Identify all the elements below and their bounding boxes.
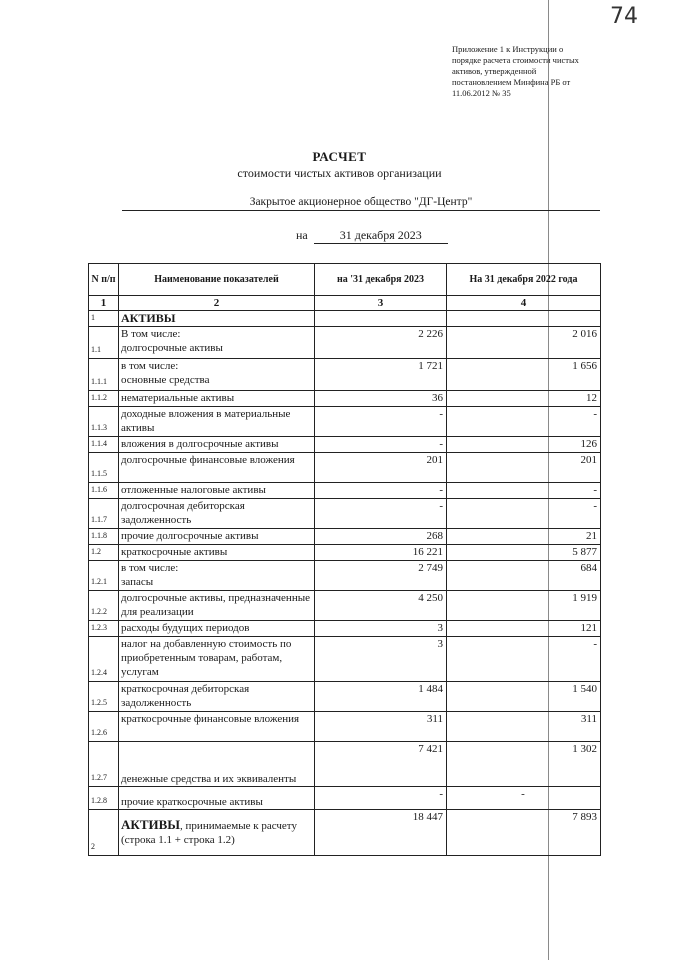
- row-label-text: нематериальные активы: [121, 392, 235, 404]
- value-2023: 201: [315, 453, 447, 483]
- row-label-text: денежные средства и их эквиваленты: [121, 773, 297, 785]
- organization-name: Закрытое акционерное общество "ДГ-Центр": [122, 196, 600, 211]
- row-label: [119, 787, 315, 810]
- row-number: 1.2.8: [89, 787, 119, 810]
- row-label-text: долгосрочная дебиторская задолженность: [121, 500, 245, 526]
- row-label-text: АКТИВЫ: [121, 817, 181, 832]
- row-number: 1: [89, 311, 119, 327]
- row-label: [119, 391, 315, 407]
- table-row: [89, 742, 601, 787]
- row-label-prefix: в том числе:: [121, 562, 179, 574]
- row-number: 1.1.6: [89, 483, 119, 499]
- table-row: [89, 712, 601, 742]
- net-assets-table: [88, 263, 601, 856]
- row-number: 1.1.7: [89, 499, 119, 529]
- value-2022: 201: [447, 453, 601, 483]
- row-number: 1.1.8: [89, 529, 119, 545]
- row-label-suffix: , принимаемые к расчету (строка 1.1 + строка 1.2): [121, 820, 297, 846]
- row-label: [119, 712, 315, 742]
- row-label-text: отложенные налоговые активы: [121, 484, 266, 496]
- column-index-row: [89, 296, 601, 311]
- row-label-text: доходные вложения в материальные активы: [121, 408, 291, 434]
- table-row: [89, 591, 601, 621]
- value-2022: 1 656: [447, 359, 601, 391]
- table-row: [89, 453, 601, 483]
- value-2022: 5 877: [447, 545, 601, 561]
- value-2022: 2 016: [447, 327, 601, 359]
- value-2023: 268: [315, 529, 447, 545]
- table-row: [89, 561, 601, 591]
- header-name: Наименование показателей: [119, 264, 315, 296]
- column-index: 1: [89, 296, 119, 311]
- header-row: [89, 264, 601, 296]
- value-2023: 311: [315, 712, 447, 742]
- value-2023: 3: [315, 621, 447, 637]
- row-label: [119, 742, 315, 787]
- value-2023: -: [315, 787, 447, 810]
- row-label-text: основные средства: [121, 374, 210, 386]
- value-2022: -: [447, 483, 601, 499]
- row-number: 1.2.7: [89, 742, 119, 787]
- value-2022: 1 919: [447, 591, 601, 621]
- table-row: [89, 499, 601, 529]
- value-2022: 311: [447, 712, 601, 742]
- value-2022: -: [447, 787, 601, 810]
- row-label-text: краткосрочные активы: [121, 546, 228, 558]
- table-row: [89, 359, 601, 391]
- table-row: [89, 327, 601, 359]
- table-row: [89, 407, 601, 437]
- row-label-text: вложения в долгосрочные активы: [121, 438, 279, 450]
- value-2023: 1 484: [315, 682, 447, 712]
- value-2022: -: [447, 499, 601, 529]
- value-2022: 126: [447, 437, 601, 453]
- row-number: 1.1: [89, 327, 119, 359]
- row-label: [119, 561, 315, 591]
- document-title: РАСЧЕТ: [312, 149, 367, 164]
- row-label-text: краткосрочные финансовые вложения: [121, 713, 300, 725]
- row-label-text: АКТИВЫ: [121, 311, 176, 325]
- row-number: 1.1.1: [89, 359, 119, 391]
- row-label: [119, 483, 315, 499]
- value-2023: -: [315, 483, 447, 499]
- row-label: [119, 407, 315, 437]
- value-2022: -: [447, 637, 601, 682]
- value-2023: 2 226: [315, 327, 447, 359]
- table-row: [89, 391, 601, 407]
- value-2022: 121: [447, 621, 601, 637]
- row-label-prefix: в том числе:: [121, 360, 179, 372]
- value-2023: 1 721: [315, 359, 447, 391]
- row-label-prefix: В том числе:: [121, 328, 181, 340]
- appendix-note: Приложение 1 к Инструкции о порядке расчета стоимости чистых активов, утвержденной постановлением Минфина РБ от 11.06.2012 № 35: [452, 44, 579, 98]
- row-label-text: запасы: [121, 576, 154, 588]
- table-row: [89, 437, 601, 453]
- value-2022: [447, 311, 601, 327]
- row-label-text: долгосрочные активы, предназначенные для реализации: [121, 592, 310, 618]
- row-label-text: налог на добавленную стоимость по приобретенным товарам, работам, услугам: [121, 638, 292, 678]
- value-2023: 2 749: [315, 561, 447, 591]
- column-index: 3: [315, 296, 447, 311]
- row-label: [119, 545, 315, 561]
- value-2022: 1 302: [447, 742, 601, 787]
- value-2022: 684: [447, 561, 601, 591]
- row-label: [119, 810, 315, 856]
- table-row: [89, 810, 601, 856]
- value-2022: 12: [447, 391, 601, 407]
- header-num: N п/п: [89, 264, 119, 296]
- value-2023: 3: [315, 637, 447, 682]
- column-index: 4: [447, 296, 601, 311]
- page-number: 74: [610, 4, 638, 29]
- table-row: [89, 311, 601, 327]
- row-number: 2: [89, 810, 119, 856]
- value-2023: 7 421: [315, 742, 447, 787]
- value-2022: -: [447, 407, 601, 437]
- value-2023: [315, 311, 447, 327]
- table-row: [89, 787, 601, 810]
- value-2022: 21: [447, 529, 601, 545]
- row-label: [119, 682, 315, 712]
- row-label: [119, 437, 315, 453]
- table-row: [89, 483, 601, 499]
- row-label-text: расходы будущих периодов: [121, 622, 250, 634]
- table-row: [89, 529, 601, 545]
- table-row: [89, 637, 601, 682]
- row-label: [119, 311, 315, 327]
- value-2023: 18 447: [315, 810, 447, 856]
- row-number: 1.1.3: [89, 407, 119, 437]
- row-label: [119, 591, 315, 621]
- row-number: 1.1.4: [89, 437, 119, 453]
- row-label-text: прочие долгосрочные активы: [121, 530, 259, 542]
- row-label-text: долгосрочные финансовые вложения: [121, 454, 295, 466]
- row-number: 1.2.5: [89, 682, 119, 712]
- row-number: 1.1.2: [89, 391, 119, 407]
- header-2023: на '31 декабря 2023: [315, 264, 447, 296]
- row-label: [119, 453, 315, 483]
- row-number: 1.2.1: [89, 561, 119, 591]
- value-2023: 4 250: [315, 591, 447, 621]
- row-label-text: прочие краткосрочные активы: [121, 796, 263, 808]
- value-2023: -: [315, 437, 447, 453]
- report-date: 31 декабря 2023: [314, 228, 448, 244]
- value-2023: 16 221: [315, 545, 447, 561]
- row-label: [119, 499, 315, 529]
- value-2023: -: [315, 499, 447, 529]
- row-number: 1.1.5: [89, 453, 119, 483]
- row-number: 1.2.2: [89, 591, 119, 621]
- row-label: [119, 359, 315, 391]
- value-2023: -: [315, 407, 447, 437]
- table-row: [89, 621, 601, 637]
- row-label-text: долгосрочные активы: [121, 342, 223, 354]
- table-row: [89, 682, 601, 712]
- row-label-text: краткосрочная дебиторская задолженность: [121, 683, 250, 709]
- row-label: [119, 529, 315, 545]
- row-number: 1.2.6: [89, 712, 119, 742]
- row-number: 1.2.3: [89, 621, 119, 637]
- value-2022: 1 540: [447, 682, 601, 712]
- value-2023: 36: [315, 391, 447, 407]
- row-label: [119, 637, 315, 682]
- document-subtitle: стоимости чистых активов организации: [237, 166, 442, 180]
- row-label: [119, 327, 315, 359]
- report-date-row: [296, 228, 448, 244]
- row-number: 1.2: [89, 545, 119, 561]
- column-index: 2: [119, 296, 315, 311]
- date-prefix: на: [296, 228, 308, 242]
- table-row: [89, 545, 601, 561]
- header-2022: На 31 декабря 2022 года: [447, 264, 601, 296]
- row-label: [119, 621, 315, 637]
- value-2022: 7 893: [447, 810, 601, 856]
- row-number: 1.2.4: [89, 637, 119, 682]
